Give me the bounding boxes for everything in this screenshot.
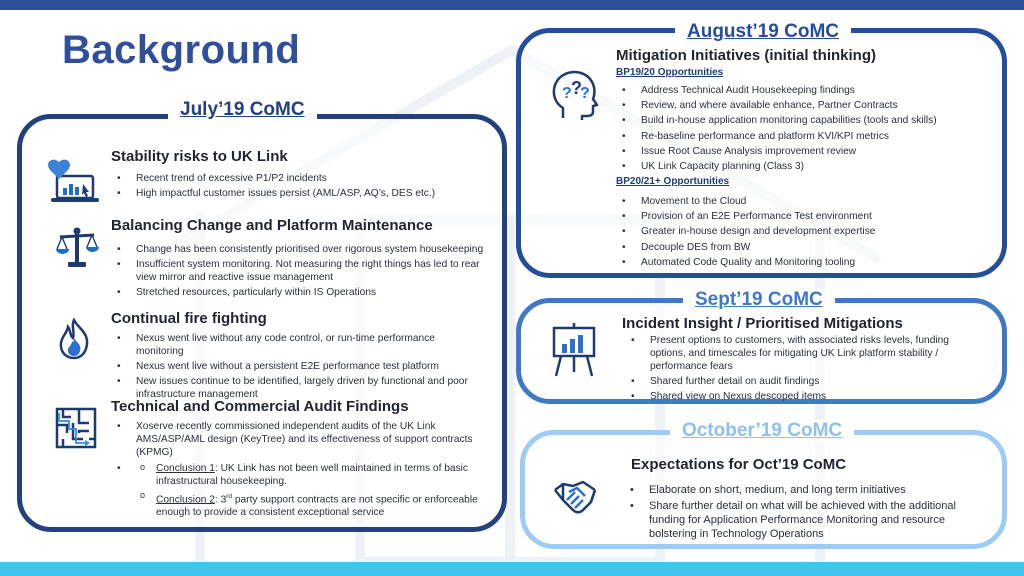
conclusion-label: Conclusion 2 [156, 494, 215, 506]
bullet-list [114, 332, 484, 403]
list-item: • Review, and where available enhance, Partner Contracts [619, 99, 989, 112]
svg-text:?: ? [562, 85, 572, 102]
bullet-list [114, 172, 484, 202]
list-item: • Automated Code Quality and Monitoring tooling [619, 256, 989, 269]
september-comc-title: Sept’19 CoMC [683, 289, 835, 311]
svg-text:?: ? [571, 78, 582, 98]
maze-icon [55, 407, 97, 449]
list-item: • Stretched resources, particularly within IS Operations [114, 286, 484, 299]
list-item: • New issues continue to be identified, largely driven by functional and poor infrastructure management [114, 375, 484, 401]
list-item: • Elaborate on short, medium, and long term initiatives [627, 483, 977, 497]
scales-icon [54, 226, 100, 270]
sub-list-item [136, 462, 484, 488]
conclusion-text: party support contracts are not specific or enforceable enough to provide a consistent exceptional service [156, 494, 478, 519]
bullet-list [114, 420, 484, 521]
october-comc-title: October’19 CoMC [670, 420, 854, 442]
top-accent-bar [0, 0, 1024, 10]
bullet-list [114, 243, 484, 301]
presentation-chart-icon [551, 322, 597, 378]
page-title: Background [62, 28, 301, 72]
list-item: • Issue Root Cause Analysis improvement review [619, 145, 989, 158]
section-heading: Balancing Change and Platform Maintenance [111, 217, 433, 234]
bullet-list [628, 334, 978, 405]
sub-bullet-list [136, 462, 484, 519]
august-heading: Mitigation Initiatives (initial thinking) [616, 47, 876, 64]
list-item [114, 462, 484, 519]
head-question-icon [549, 68, 599, 122]
list-item: • Provision of an E2E Performance Test environment [619, 210, 989, 223]
list-item: • Recent trend of excessive P1/P2 incidents [114, 172, 484, 185]
list-item: • UK Link Capacity planning (Class 3) [619, 160, 989, 173]
section-heading: Stability risks to UK Link [111, 148, 288, 165]
list-item: • Xoserve recently commissioned independent audits of the UK Link AMS/ASP/AML design (KeyTree) and its effectiveness of support contracts (KPMG) [114, 420, 484, 459]
fire-icon [56, 318, 92, 360]
svg-text:?: ? [580, 85, 590, 102]
list-item: • Greater in-house design and development expertise [619, 225, 989, 238]
conclusion-text: : UK Link has not been well maintained in terms of basic infrastructural housekeeping. [156, 463, 469, 487]
list-item: • Shared further detail on audit findings [628, 375, 978, 388]
list-item: • High impactful customer issues persist (AML/ASP, AQ’s, DES etc.) [114, 187, 484, 200]
conclusion-label: Conclusion 1 [156, 463, 215, 474]
sub-list-item [136, 490, 484, 519]
list-item: • Change has been consistently prioritised over rigorous system housekeeping [114, 243, 484, 256]
list-item: • Re-baseline performance and platform KVI/KPI metrics [619, 130, 989, 143]
list-item: • Build in-house application monitoring capabilities (tools and skills) [619, 114, 989, 127]
laptop-heart-icon [43, 158, 99, 208]
handshake-icon [553, 476, 597, 520]
bullet-list [619, 84, 989, 175]
list-item: • Share further detail on what will be achieved with the additional funding for Application Performance Monitoring and resource bolstering in Technology Operations [627, 499, 977, 541]
september-heading: Incident Insight / Prioritised Mitigations [622, 315, 903, 332]
section-heading: Technical and Commercial Audit Findings [111, 398, 409, 415]
opportunities-label: BP19/20 Opportunities [616, 67, 724, 78]
conclusion-text: : 3 [214, 494, 227, 506]
list-item: • Decouple DES from BW [619, 241, 989, 254]
list-item: • Movement to the Cloud [619, 195, 989, 208]
section-heading: Continual fire fighting [111, 310, 267, 327]
list-item: • Nexus went live without a persistent E2E performance test platform [114, 360, 484, 373]
list-item: • Shared view on Nexus descoped items [628, 390, 978, 403]
july-comc-title: July’19 CoMC [168, 99, 317, 121]
opportunities-label: BP20/21+ Opportunities [616, 176, 730, 187]
list-item: • Nexus went live without any code control, or run-time performance monitoring [114, 332, 484, 358]
bullet-list [619, 195, 989, 271]
list-item: • Address Technical Audit Housekeeping findings [619, 84, 989, 97]
bullet-list [627, 483, 977, 543]
october-heading: Expectations for Oct’19 CoMC [631, 456, 847, 473]
bottom-accent-bar [0, 562, 1024, 576]
ordinal-suffix: rd [226, 493, 233, 500]
august-comc-title: August’19 CoMC [675, 21, 851, 43]
list-item: • Insufficient system monitoring. Not measuring the right things has led to rear view mirror and reactive issue management [114, 258, 484, 284]
list-item: • Present options to customers, with associated risks levels, funding options, and timescales for mitigating UK Link platform stability / performance fears [628, 334, 978, 373]
